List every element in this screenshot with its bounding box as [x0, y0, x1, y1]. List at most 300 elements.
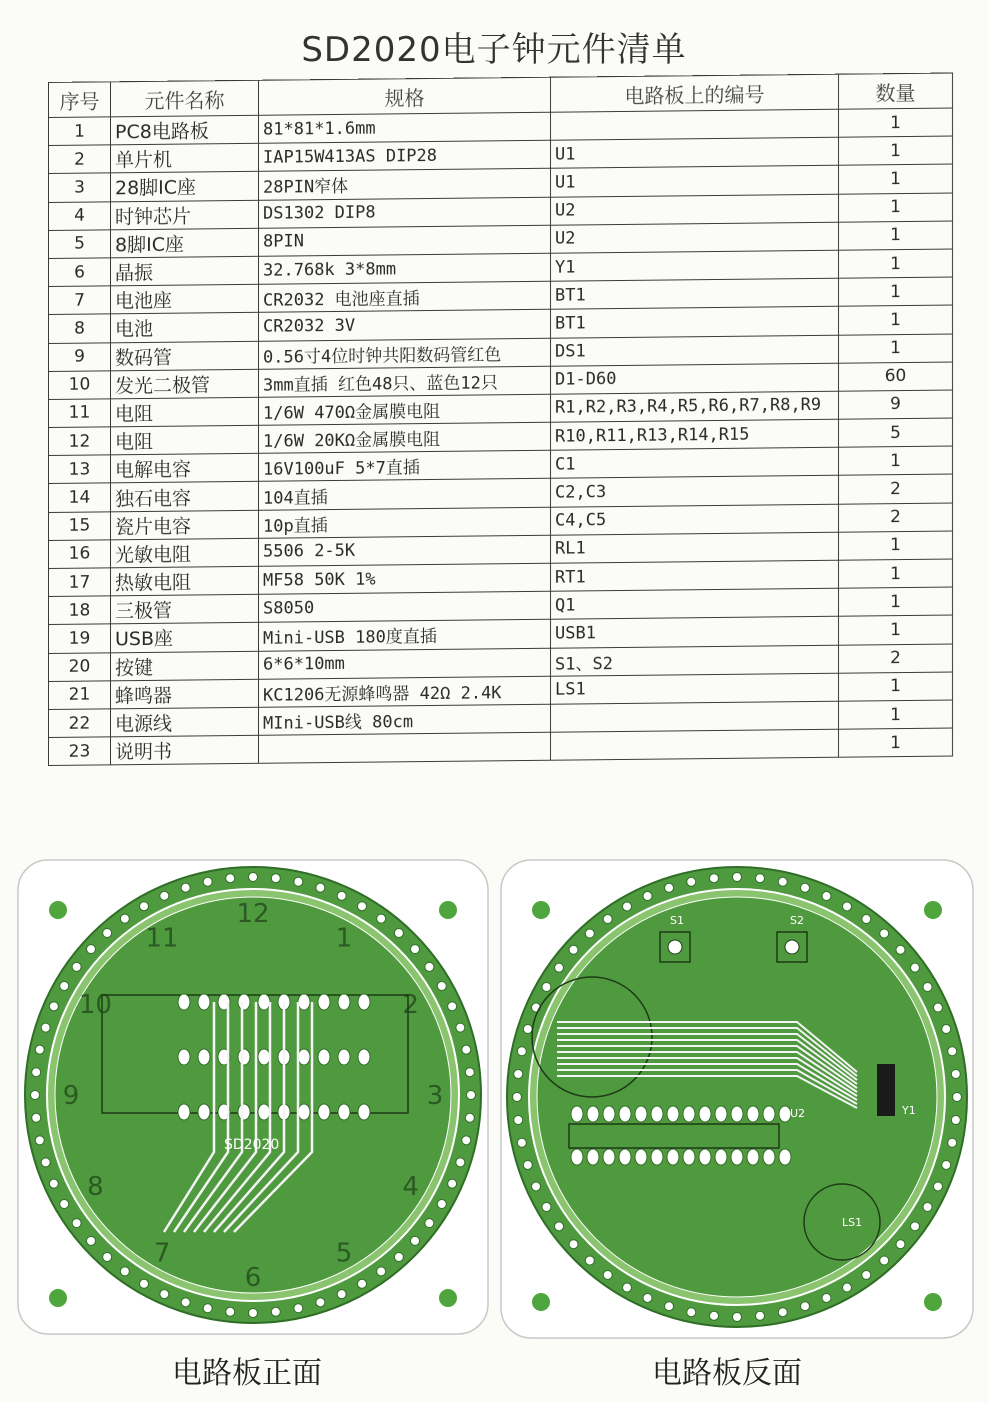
- led-pad: [32, 1068, 41, 1077]
- cell-ref: LS1: [551, 673, 839, 704]
- cell-qty: 9: [839, 390, 953, 419]
- cell-spec: 32.768k 3*8mm: [259, 253, 551, 284]
- led-pad: [951, 1115, 960, 1124]
- led-pad: [462, 1136, 471, 1145]
- cell-qty: 1: [839, 334, 953, 363]
- ic-pad: [603, 1106, 615, 1122]
- led-pad: [800, 1302, 809, 1311]
- led-pad: [778, 1308, 787, 1317]
- cell-spec: MIni-USB线 80cm: [259, 704, 551, 735]
- cell-qty: 1: [839, 700, 953, 729]
- cell-qty: 1: [839, 277, 953, 306]
- ic-pad: [571, 1149, 583, 1165]
- cell-ref: U1: [551, 166, 839, 197]
- cell-seq: 8: [49, 314, 111, 343]
- button-center: [668, 940, 682, 954]
- ic-pad: [298, 994, 310, 1010]
- cell-name: 时钟芯片: [111, 200, 259, 230]
- led-pad: [687, 1308, 696, 1317]
- cell-seq: 23: [49, 737, 111, 766]
- ic-pad: [358, 1104, 370, 1120]
- ic-pad: [178, 1104, 190, 1120]
- mount-hole: [924, 1293, 942, 1311]
- led-pad: [72, 962, 81, 971]
- led-pad: [465, 1113, 474, 1122]
- silk-model-label: SD2020: [224, 1137, 280, 1153]
- cell-seq: 15: [49, 511, 111, 540]
- led-pad: [49, 1002, 58, 1011]
- cell-qty: 1: [839, 108, 953, 137]
- led-pad: [951, 1070, 960, 1079]
- ic-pad: [338, 1104, 350, 1120]
- ic-pad: [635, 1106, 647, 1122]
- cell-seq: 18: [49, 596, 111, 625]
- cell-qty: 1: [839, 531, 953, 560]
- header-ref: 电路板上的编号: [551, 74, 839, 112]
- led-pad: [843, 902, 852, 911]
- crystal-body: [877, 1064, 895, 1116]
- led-pad: [623, 902, 632, 911]
- led-pad: [41, 1158, 50, 1167]
- dial-numeral: 5: [335, 1238, 353, 1269]
- led-pad: [72, 1219, 81, 1228]
- led-pad: [49, 1179, 58, 1188]
- led-pad: [437, 1200, 446, 1209]
- ic-pad: [779, 1149, 791, 1165]
- cell-seq: 2: [49, 145, 111, 174]
- led-pad: [425, 1219, 434, 1228]
- dial-numeral: 7: [153, 1238, 171, 1269]
- silk-label-ls1: LS1: [842, 1216, 863, 1229]
- dial-numeral: 10: [78, 990, 112, 1020]
- cell-seq: 1: [49, 117, 111, 146]
- cell-qty: 1: [839, 446, 953, 475]
- led-pad: [942, 1025, 951, 1034]
- led-pad: [523, 1025, 532, 1034]
- cell-name: 电阻: [111, 397, 259, 427]
- ic-pad: [747, 1106, 759, 1122]
- cell-spec: Mini-USB 180度直插: [259, 620, 551, 651]
- ic-pad: [699, 1149, 711, 1165]
- pcb-front-image: [14, 852, 492, 1338]
- led-pad: [710, 874, 719, 883]
- led-pad: [555, 1222, 564, 1231]
- cell-ref: Q1: [551, 588, 839, 619]
- led-pad: [86, 945, 95, 954]
- header-name: 元件名称: [111, 80, 259, 117]
- silk-label-s2: S2: [790, 914, 804, 927]
- led-pad: [517, 1047, 526, 1056]
- led-pad: [337, 1290, 346, 1299]
- led-pad: [456, 1158, 465, 1167]
- led-pad: [377, 1267, 386, 1276]
- led-pad: [377, 914, 386, 923]
- led-pad: [120, 1267, 129, 1276]
- led-pad: [523, 1160, 532, 1169]
- document-title: SD2020电子钟元件清单: [301, 30, 687, 70]
- table-body: [49, 108, 953, 766]
- cell-name: 晶振: [111, 256, 259, 286]
- cell-spec: 0.56寸4位时钟共阳数码管红色: [259, 338, 551, 369]
- led-pad: [437, 982, 446, 991]
- led-pad: [665, 883, 674, 892]
- ic-pad: [298, 1104, 310, 1120]
- ic-pad: [178, 994, 190, 1010]
- cell-name: 三极管: [111, 594, 259, 624]
- cell-name: 电阻: [111, 425, 259, 455]
- cell-name: 光敏电阻: [111, 538, 259, 568]
- silk-label-y1: Y1: [902, 1104, 916, 1117]
- ic-pad: [338, 1049, 350, 1065]
- led-pad: [910, 963, 919, 972]
- cell-seq: 14: [49, 483, 111, 512]
- led-pad: [542, 983, 551, 992]
- led-pad: [542, 1203, 551, 1212]
- led-pad: [448, 1179, 457, 1188]
- cell-name: 8脚IC座: [111, 228, 259, 258]
- bom-table: [48, 73, 953, 767]
- led-pad: [358, 902, 367, 911]
- ic-pad: [258, 994, 270, 1010]
- cell-qty: 60: [839, 362, 953, 391]
- cell-qty: 1: [839, 193, 953, 222]
- led-pad: [448, 1002, 457, 1011]
- cell-qty: 1: [839, 615, 953, 644]
- ic-pad: [619, 1106, 631, 1122]
- ic-pad: [667, 1149, 679, 1165]
- led-pad: [514, 1070, 523, 1079]
- led-pad: [456, 1023, 465, 1032]
- ic-pad: [238, 1104, 250, 1120]
- led-pad: [467, 1091, 476, 1100]
- header-qty: 数量: [839, 73, 953, 109]
- cell-spec: 8PIN: [259, 225, 551, 256]
- cell-seq: 6: [49, 258, 111, 287]
- cell-seq: 13: [49, 455, 111, 484]
- ic-pad: [298, 1049, 310, 1065]
- cell-ref: U1: [551, 137, 839, 168]
- cell-spec: DS1302 DIP8: [259, 197, 551, 228]
- cell-seq: 20: [49, 652, 111, 681]
- cell-spec: 3mm直插 红色48只、蓝色12只: [259, 366, 551, 397]
- cell-spec: 5506 2-5K: [259, 535, 551, 566]
- dial-numeral: 11: [145, 923, 179, 954]
- ic-pad: [318, 1049, 330, 1065]
- led-pad: [643, 1293, 652, 1302]
- silk-label-u2: U2: [790, 1107, 806, 1120]
- led-pad: [880, 1256, 889, 1265]
- led-pad: [778, 877, 787, 886]
- dial-numeral: 1: [335, 923, 353, 954]
- led-pad: [120, 914, 129, 923]
- led-pad: [160, 1290, 169, 1299]
- cell-name: 电源线: [111, 707, 259, 737]
- led-pad: [623, 1283, 632, 1292]
- ic-pad: [731, 1149, 743, 1165]
- led-pad: [948, 1138, 957, 1147]
- cell-qty: 1: [839, 136, 953, 165]
- cell-name: 发光二极管: [111, 369, 259, 399]
- ic-pad: [238, 994, 250, 1010]
- dial-numeral: 6: [244, 1263, 262, 1293]
- led-pad: [822, 892, 831, 901]
- led-pad: [513, 1093, 522, 1102]
- led-pad: [942, 1160, 951, 1169]
- cell-spec: 6*6*10mm: [259, 648, 551, 679]
- ic-pad: [683, 1149, 695, 1165]
- ic-pad: [318, 994, 330, 1010]
- cell-spec: 16V100uF 5*7直插: [259, 450, 551, 481]
- cell-seq: 9: [49, 342, 111, 371]
- led-pad: [733, 873, 742, 882]
- led-pad: [585, 929, 594, 938]
- led-pad: [249, 873, 258, 882]
- ic-pad: [667, 1106, 679, 1122]
- cell-name: 电解电容: [111, 454, 259, 484]
- led-pad: [569, 945, 578, 954]
- led-pad: [294, 877, 303, 886]
- cell-name: 单片机: [111, 143, 259, 173]
- cell-seq: 12: [49, 427, 111, 456]
- cell-spec: 1/6W 470Ω金属膜电阻: [259, 394, 551, 425]
- mount-hole: [49, 901, 67, 919]
- led-pad: [465, 1068, 474, 1077]
- led-pad: [140, 902, 149, 911]
- led-pad: [271, 1307, 280, 1316]
- cell-spec: 10p直插: [259, 507, 551, 538]
- ic-pad: [198, 994, 210, 1010]
- dial-numeral: 3: [426, 1081, 444, 1111]
- cell-seq: 3: [49, 173, 111, 202]
- led-pad: [665, 1302, 674, 1311]
- cell-spec: [259, 732, 551, 763]
- cell-name: 热敏电阻: [111, 566, 259, 596]
- cell-name: USB座: [111, 623, 259, 653]
- led-pad: [181, 883, 190, 892]
- led-pad: [843, 1283, 852, 1292]
- led-pad: [358, 1279, 367, 1288]
- led-pad: [249, 1309, 258, 1318]
- cell-spec: CR2032 电池座直插: [259, 281, 551, 312]
- led-pad: [425, 962, 434, 971]
- back-caption: 电路板反面: [652, 1356, 802, 1391]
- led-pad: [203, 1304, 212, 1313]
- cell-seq: 21: [49, 681, 111, 710]
- cell-seq: 4: [49, 201, 111, 230]
- ic-pad: [683, 1106, 695, 1122]
- led-pad: [585, 1256, 594, 1265]
- led-pad: [411, 945, 420, 954]
- led-pad: [569, 1240, 578, 1249]
- cell-ref: U2: [551, 222, 839, 253]
- cell-seq: 11: [49, 399, 111, 428]
- ic-pad: [731, 1106, 743, 1122]
- ic-pad: [358, 994, 370, 1010]
- cell-ref: [551, 109, 839, 140]
- header-spec: 规格: [259, 77, 551, 115]
- ic-pad: [571, 1106, 583, 1122]
- led-pad: [733, 1313, 742, 1322]
- cell-ref: RL1: [551, 532, 839, 563]
- ic-pad: [238, 1049, 250, 1065]
- led-pad: [411, 1236, 420, 1245]
- led-pad: [103, 928, 112, 937]
- dial-numeral: 9: [62, 1081, 80, 1111]
- led-pad: [181, 1298, 190, 1307]
- led-pad: [800, 883, 809, 892]
- cell-ref: USB1: [551, 617, 839, 648]
- dial-numeral: 12: [236, 899, 270, 929]
- silk-label-version: V1.01: [867, 1322, 900, 1335]
- cell-seq: 22: [49, 709, 111, 738]
- led-pad: [316, 883, 325, 892]
- cell-qty: 1: [839, 305, 953, 334]
- cell-qty: 2: [839, 474, 953, 503]
- bom-table-wrapper: [48, 73, 952, 767]
- cell-qty: 1: [839, 672, 953, 701]
- led-pad: [555, 963, 564, 972]
- led-pad: [226, 874, 235, 883]
- led-pad: [271, 874, 280, 883]
- led-pad: [603, 915, 612, 924]
- cell-qty: 1: [839, 728, 953, 757]
- dial-numeral: 8: [87, 1172, 104, 1202]
- mount-hole: [49, 1289, 67, 1307]
- ic-pad: [763, 1106, 775, 1122]
- dial-numeral: 4: [402, 1172, 419, 1202]
- led-pad: [394, 1253, 403, 1262]
- cell-name: PC8电路板: [111, 115, 259, 145]
- ic-pad: [338, 994, 350, 1010]
- led-pad: [35, 1045, 44, 1054]
- ic-pad: [198, 1049, 210, 1065]
- cell-seq: 7: [49, 286, 111, 315]
- cell-ref: DS1: [551, 335, 839, 366]
- led-pad: [710, 1311, 719, 1320]
- cell-seq: 19: [49, 624, 111, 653]
- cell-name: 数码管: [111, 341, 259, 371]
- led-pad: [822, 1293, 831, 1302]
- led-pad: [755, 874, 764, 883]
- cell-name: 28脚IC座: [111, 172, 259, 202]
- mount-hole: [532, 1293, 550, 1311]
- cell-spec: S8050: [259, 591, 551, 622]
- mount-hole: [439, 1289, 457, 1307]
- led-pad: [532, 1182, 541, 1191]
- led-pad: [933, 1182, 942, 1191]
- front-inner-disc: [55, 897, 451, 1293]
- led-pad: [755, 1311, 764, 1320]
- ic-pad: [258, 1049, 270, 1065]
- button-center: [785, 940, 799, 954]
- dial-numeral: 2: [402, 990, 419, 1020]
- cell-ref: C4,C5: [551, 504, 839, 535]
- led-pad: [862, 915, 871, 924]
- cell-qty: 1: [839, 164, 953, 193]
- led-pad: [514, 1115, 523, 1124]
- ic-pad: [587, 1149, 599, 1165]
- cell-seq: 10: [49, 371, 111, 400]
- cell-ref: R10,R11,R13,R14,R15: [551, 419, 839, 450]
- led-pad: [862, 1270, 871, 1279]
- ic-pad: [699, 1106, 711, 1122]
- mount-hole: [439, 901, 457, 919]
- cell-ref: D1-D60: [551, 363, 839, 394]
- led-pad: [41, 1023, 50, 1032]
- cell-qty: 1: [839, 559, 953, 588]
- led-pad: [32, 1113, 41, 1122]
- led-pad: [643, 892, 652, 901]
- led-pad: [31, 1091, 40, 1100]
- cell-name: 蜂鸣器: [111, 679, 259, 709]
- led-pad: [933, 1003, 942, 1012]
- led-pad: [35, 1136, 44, 1145]
- ic-pad: [619, 1149, 631, 1165]
- cell-ref: C2,C3: [551, 476, 839, 507]
- silk-label-s1: S1: [670, 914, 684, 927]
- cell-spec: CR2032 3V: [259, 310, 551, 341]
- cell-ref: Y1: [551, 250, 839, 281]
- led-pad: [603, 1270, 612, 1279]
- cell-spec: MF58 50K 1%: [259, 563, 551, 594]
- cell-qty: 1: [839, 221, 953, 250]
- cell-ref: RT1: [551, 560, 839, 591]
- cell-spec: 81*81*1.6mm: [259, 112, 551, 143]
- cell-seq: 16: [49, 540, 111, 569]
- led-pad: [517, 1138, 526, 1147]
- led-pad: [687, 877, 696, 886]
- cell-ref: U2: [551, 194, 839, 225]
- cell-qty: 1: [839, 587, 953, 616]
- led-pad: [337, 891, 346, 900]
- led-pad: [316, 1298, 325, 1307]
- ic-pad: [318, 1104, 330, 1120]
- led-pad: [880, 929, 889, 938]
- cell-ref: BT1: [551, 307, 839, 338]
- cell-qty: 1: [839, 249, 953, 278]
- ic-pad: [258, 1104, 270, 1120]
- led-pad: [140, 1279, 149, 1288]
- cell-name: 按键: [111, 651, 259, 681]
- ic-pad: [635, 1149, 647, 1165]
- ic-pad: [178, 1049, 190, 1065]
- cell-qty: 5: [839, 418, 953, 447]
- led-pad: [896, 945, 905, 954]
- pcb-back-image: [497, 852, 977, 1342]
- mount-hole: [532, 901, 550, 919]
- ic-pad: [651, 1106, 663, 1122]
- led-pad: [923, 1203, 932, 1212]
- led-pad: [294, 1304, 303, 1313]
- ic-pad: [715, 1106, 727, 1122]
- mount-hole: [924, 901, 942, 919]
- header-seq: 序号: [49, 82, 111, 118]
- cell-qty: 2: [839, 644, 953, 673]
- cell-seq: 5: [49, 230, 111, 259]
- led-pad: [923, 983, 932, 992]
- cell-spec: 28PIN窄体: [259, 169, 551, 200]
- ic-pad: [587, 1106, 599, 1122]
- ic-pad: [763, 1149, 775, 1165]
- cell-spec: 104直插: [259, 479, 551, 510]
- cell-name: 说明书: [111, 735, 259, 765]
- ic-pad: [358, 1049, 370, 1065]
- cell-ref: R1,R2,R3,R4,R5,R6,R7,R8,R9: [551, 391, 839, 422]
- led-pad: [203, 877, 212, 886]
- led-pad: [86, 1236, 95, 1245]
- cell-spec: 1/6W 20KΩ金属膜电阻: [259, 422, 551, 453]
- led-pad: [896, 1240, 905, 1249]
